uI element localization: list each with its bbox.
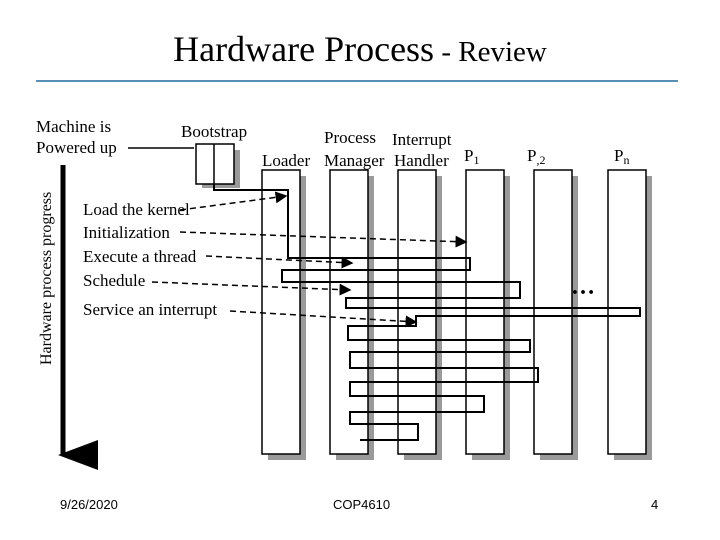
title-sub: - Review	[434, 36, 547, 68]
pointer-service-interrupt	[230, 311, 416, 322]
step-load-kernel: Load the kernel	[83, 200, 190, 219]
header-loader: Loader	[262, 151, 311, 170]
step-initialization: Initialization	[83, 223, 170, 242]
column-process-manager	[330, 170, 374, 460]
header-p2: P,2	[527, 146, 546, 167]
step-schedule: Schedule	[83, 271, 146, 290]
footer-course: COP4610	[333, 497, 391, 512]
title-main: Hardware Process	[173, 29, 435, 69]
progress-axis-label: Hardware process progress	[38, 191, 55, 365]
header-process-manager-line1: Process	[324, 128, 376, 147]
header-interrupt-handler-line1: Interrupt	[392, 130, 452, 149]
step-service-interrupt: Service an interrupt	[83, 300, 218, 319]
machine-powered-up-label: Machine is Powered up	[36, 117, 117, 157]
header-p1: P1	[464, 146, 480, 167]
header-process-manager-line2: Manager	[324, 151, 385, 170]
footer-page-number: 4	[651, 497, 659, 512]
footer-date: 9/26/2020	[60, 497, 118, 512]
header-interrupt-handler-line2: Handler	[394, 151, 449, 170]
bootstrap-box	[196, 144, 240, 188]
ellipsis: …	[571, 274, 595, 300]
column-loader	[262, 170, 306, 460]
step-execute-thread: Execute a thread	[83, 247, 197, 266]
header-pn: Pn	[614, 146, 630, 167]
pointer-schedule	[152, 282, 350, 290]
bootstrap-label: Bootstrap	[181, 122, 248, 141]
